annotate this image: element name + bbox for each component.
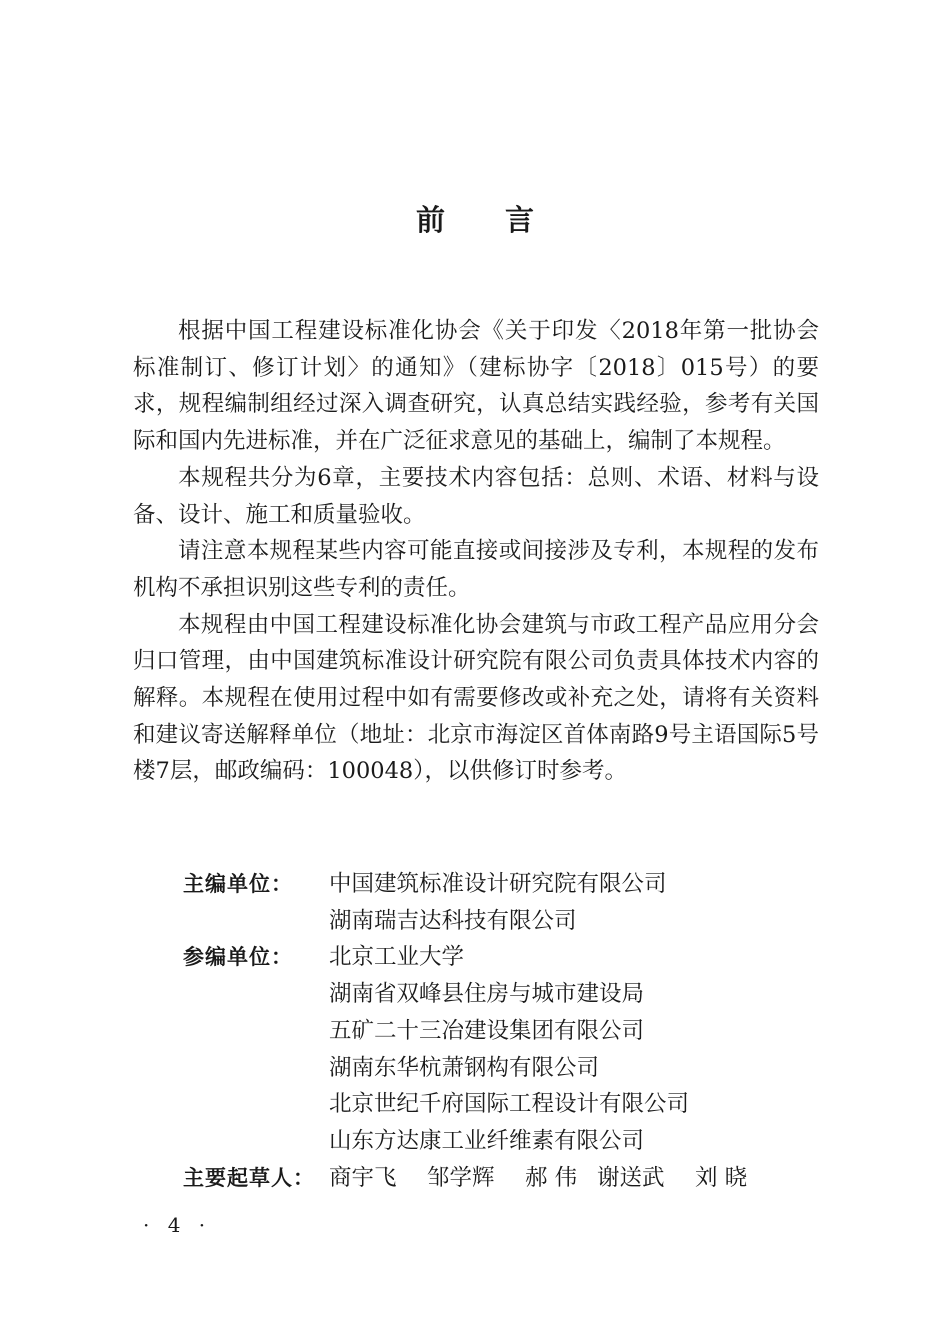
organizations-list (183, 866, 767, 1196)
participant-row (183, 976, 767, 1013)
drafters-row (183, 1160, 767, 1197)
paragraph: 根据中国工程建设标准化协会《关于印发〈2018年第一批协会标准制订、修订计划〉的通知》（建标协字〔2018〕015号）的要求，规程编制组经过深入调查研究，认真总结实践经验，参考有关国际和国内先进标准，并在广泛征求意见的基础上，编制了本规程。 (133, 318, 819, 455)
drafter-name: 商宇飞 (329, 1164, 397, 1191)
drafter-name: 邹学辉 (427, 1164, 495, 1191)
participant-item: 湖南东华杭萧钢构有限公司 (329, 1054, 600, 1081)
foreword-body (133, 313, 819, 790)
chief-editor-row (183, 866, 767, 903)
chief-editor-row (183, 903, 767, 940)
participant-row (183, 939, 767, 976)
participant-row (183, 1050, 767, 1087)
drafter-name: 刘 晓 (695, 1164, 748, 1191)
participant-item: 山东方达康工业纤维素有限公司 (329, 1127, 645, 1154)
paragraph: 请注意本规程某些内容可能直接或间接涉及专利，本规程的发布机构不承担识别这些专利的责任。 (133, 538, 819, 601)
participant-item: 五矿二十三冶建设集团有限公司 (329, 1017, 645, 1044)
participant-row (183, 1013, 767, 1050)
participant-row (183, 1086, 767, 1123)
drafters-list (329, 1160, 767, 1197)
chief-editor-item: 湖南瑞吉达科技有限公司 (329, 907, 577, 934)
participant-item: 湖南省双峰县住房与城市建设局 (329, 981, 645, 1008)
participant-label: 参编单位： (183, 945, 293, 970)
participant-row (183, 1123, 767, 1160)
chief-editor-item: 中国建筑标准设计研究院有限公司 (329, 871, 667, 897)
drafter-name: 谢送武 (597, 1164, 665, 1191)
paragraph: 本规程共分为6章，主要技术内容包括：总则、术语、材料与设备、设计、施工和质量验收。 (133, 464, 819, 528)
chief-editor-label: 主编单位： (183, 872, 293, 896)
participant-item: 北京工业大学 (329, 944, 465, 971)
page-title: 前言 (415, 203, 594, 237)
participant-item: 北京世纪千府国际工程设计有限公司 (329, 1091, 690, 1118)
drafters-label: 主要起草人： (183, 1165, 315, 1190)
paragraph: 本规程由中国工程建设标准化协会建筑与市政工程产品应用分会归口管理，由中国建筑标准设计研究院有限公司负责具体技术内容的解释。本规程在使用过程中如有需要修改或补充之处，请将有关资料和建议寄送解释单位（地址：北京市海淀区首体南路9号主语国际5号楼7层，邮政编码：100048），以供修订时参考。 (133, 611, 819, 785)
page-number: · 4 · (143, 1213, 212, 1237)
drafter-name: 郝 伟 (525, 1164, 578, 1191)
